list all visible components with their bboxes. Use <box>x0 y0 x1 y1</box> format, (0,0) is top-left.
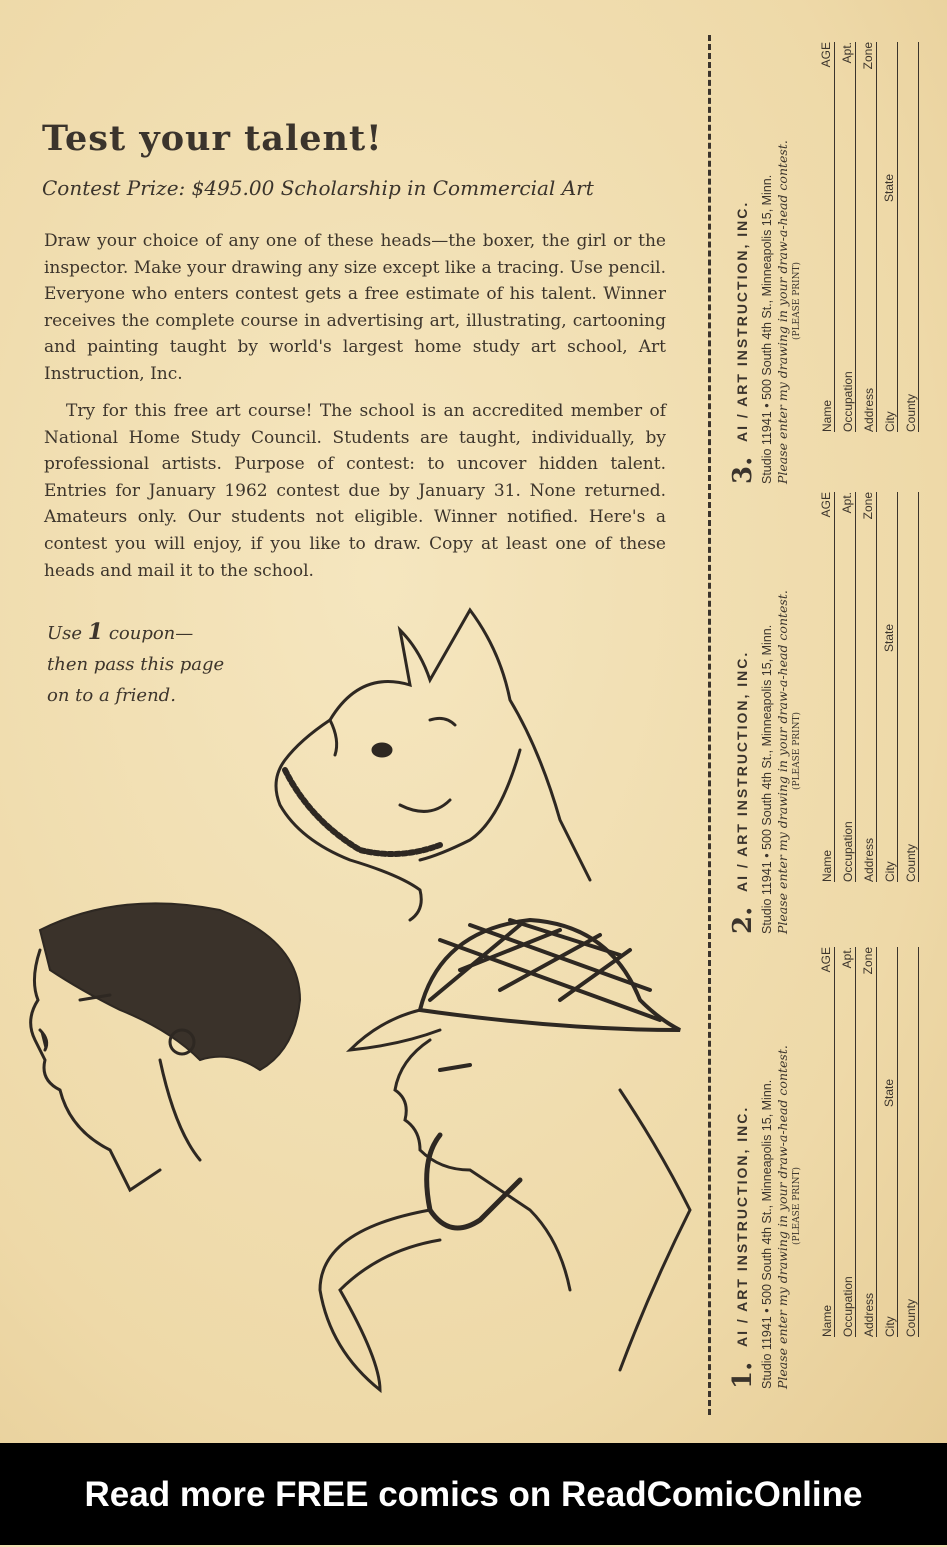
field-label: AGE <box>819 492 833 518</box>
city-field[interactable] <box>878 42 898 432</box>
coupon-instruction: Please enter my drawing in your draw-a-head contest. <box>775 140 790 484</box>
field-label: Occupation <box>841 371 855 432</box>
boxer-dog-drawing <box>276 610 590 920</box>
ad-paragraph-2: Try for this free art course! The school is an accredited member of National Home Study Council. Students are taught, individually, by professional artists. Purpose of contest: to uncover hidden talent. Entries for January 1962 contest due by January 31. None returned. Amateurs only. Our students not eligible. Winner notified. Here's a contest you will enjoy, if you like to draw. Copy at least one of these heads and mail it to the school. <box>44 401 666 581</box>
field-label: AGE <box>819 947 833 973</box>
field-label: Name <box>820 399 834 432</box>
coupon-strip <box>700 30 940 1410</box>
ad-title: Test your talent! <box>42 118 383 159</box>
please-print: (PLEASE PRINT) <box>792 712 802 790</box>
coupon-number: 1. <box>728 1361 758 1389</box>
field-label: Address <box>862 837 876 882</box>
coupon-number: 2. <box>728 906 758 934</box>
field-label: Apt. <box>840 42 854 64</box>
coupon-instruction: Please enter my drawing in your draw-a-head contest. <box>775 590 790 934</box>
occupation-field[interactable] <box>836 947 856 1337</box>
note-text: coupon— <box>103 623 194 644</box>
coupon-2[interactable] <box>712 490 918 940</box>
field-label: City <box>883 1316 897 1337</box>
coupon-brand: AI / ART INSTRUCTION, INC. <box>734 1105 750 1347</box>
brand-name: ART INSTRUCTION, INC. <box>734 650 750 857</box>
field-label: County <box>904 393 918 432</box>
field-label: State <box>882 1078 896 1107</box>
cut-line <box>708 35 711 1415</box>
address-field[interactable] <box>857 947 877 1337</box>
note-text: Use <box>47 623 88 644</box>
ad-paragraph-1: Draw your choice of any one of these heads—the boxer, the girl or the inspector. Make your drawing any size except like a tracing. Use pencil. Everyone who enters contest gets a free estimate of his talent. Winner receives the complete course in advertising art, illustrating, cartooning and painting taught by world's largest home study art school, Art Instruction, Inc. <box>44 231 666 384</box>
city-field[interactable] <box>878 947 898 1337</box>
coupon-instruction: Please enter my drawing in your draw-a-head contest. <box>775 1045 790 1389</box>
coupon-fields[interactable] <box>815 42 920 432</box>
coupon-1[interactable] <box>712 945 918 1395</box>
brand-name: ART INSTRUCTION, INC. <box>734 1105 750 1312</box>
field-label: Occupation <box>841 821 855 882</box>
field-label: Occupation <box>841 1276 855 1337</box>
coupon-fields[interactable] <box>815 947 920 1337</box>
promo-banner[interactable]: Read more FREE comics on ReadComicOnline <box>0 1443 947 1545</box>
county-field[interactable] <box>899 947 919 1337</box>
field-label: County <box>904 843 918 882</box>
coupon-fields[interactable] <box>815 492 920 882</box>
field-label: State <box>882 173 896 202</box>
field-label: Name <box>820 849 834 882</box>
field-label: AGE <box>819 42 833 68</box>
note-text: then pass this page <box>47 654 225 675</box>
brand-name: ART INSTRUCTION, INC. <box>734 200 750 407</box>
occupation-field[interactable] <box>836 42 856 432</box>
field-label: City <box>883 411 897 432</box>
coupon-3[interactable] <box>712 40 918 490</box>
county-field[interactable] <box>899 492 919 882</box>
ai-logo: AI <box>734 424 750 442</box>
field-label: County <box>904 1298 918 1337</box>
please-print: (PLEASE PRINT) <box>792 1167 802 1245</box>
coupon-number: 3. <box>728 456 758 484</box>
note-text: on to a friend. <box>47 685 176 706</box>
girl-drawing <box>31 903 300 1190</box>
field-label: City <box>883 861 897 882</box>
coupon-address: Studio 11941 • 500 South 4th St., Minneapolis 15, Minn. <box>760 624 774 934</box>
field-label: Address <box>862 1292 876 1337</box>
please-print: (PLEASE PRINT) <box>792 262 802 340</box>
ai-logo: AI <box>734 874 750 892</box>
address-field[interactable] <box>857 42 877 432</box>
field-label: Zone <box>861 42 875 70</box>
coupon-brand: AI / ART INSTRUCTION, INC. <box>734 650 750 892</box>
ad-subtitle: Contest Prize: $495.00 Scholarship in Commercial Art <box>42 176 594 200</box>
field-label: Address <box>862 387 876 432</box>
note-number: 1 <box>87 619 104 645</box>
field-label: Zone <box>861 947 875 975</box>
name-field[interactable] <box>815 492 835 882</box>
field-label: State <box>882 623 896 652</box>
heads-illustration <box>0 590 700 1410</box>
coupon-address: Studio 11941 • 500 South 4th St., Minneapolis 15, Minn. <box>760 174 774 484</box>
field-label: Apt. <box>840 947 854 969</box>
name-field[interactable] <box>815 947 835 1337</box>
field-label: Name <box>820 1304 834 1337</box>
field-label: Zone <box>861 492 875 520</box>
inspector-drawing <box>320 920 690 1390</box>
ai-logo: AI <box>734 1329 750 1347</box>
occupation-field[interactable] <box>836 492 856 882</box>
coupon-address: Studio 11941 • 500 South 4th St., Minneapolis 15, Minn. <box>760 1079 774 1389</box>
address-field[interactable] <box>857 492 877 882</box>
coupon-brand: AI / ART INSTRUCTION, INC. <box>734 200 750 442</box>
county-field[interactable] <box>899 42 919 432</box>
field-label: Apt. <box>840 492 854 514</box>
name-field[interactable] <box>815 42 835 432</box>
city-field[interactable] <box>878 492 898 882</box>
